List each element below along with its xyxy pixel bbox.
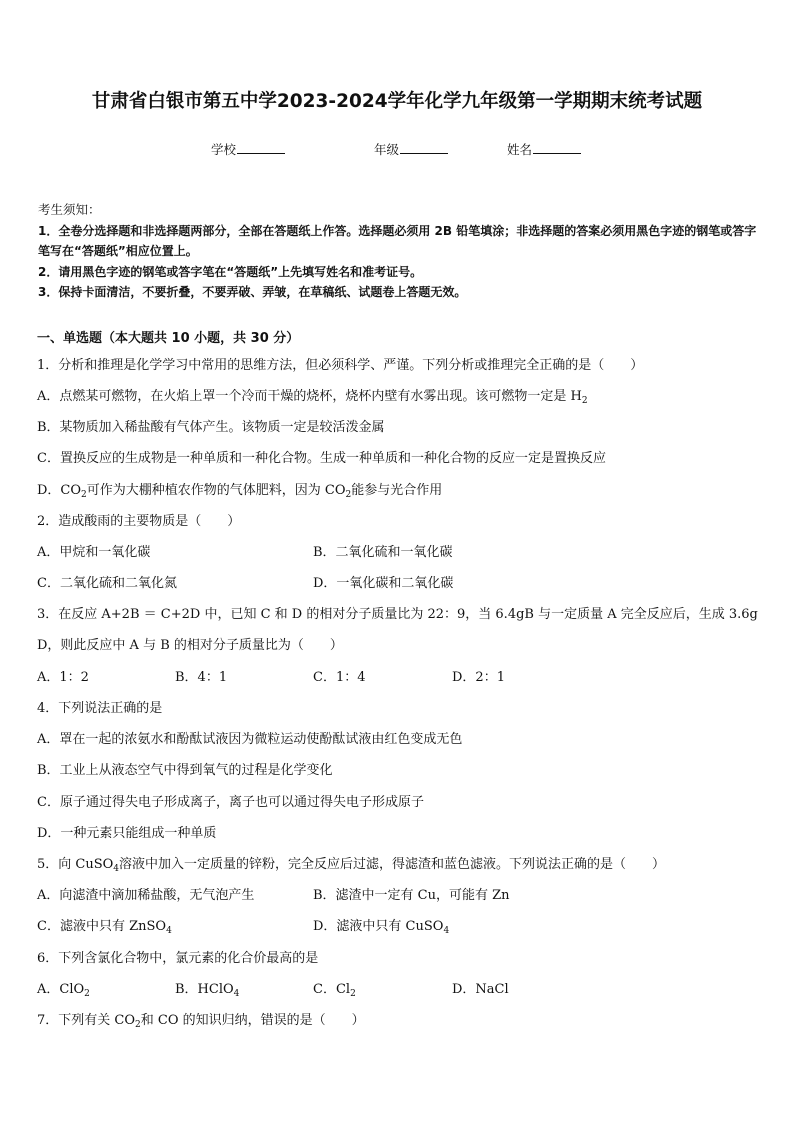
q3-stem-line2: D，则此反应中 A 与 B 的相对分子质量比为（ ） (37, 638, 343, 653)
page-title: 甘肃省白银市第五中学2023-2024学年化学九年级第一学期期末统考试题 (91, 91, 703, 112)
q1-option-c[interactable]: C．置换反应的生成物是一种单质和一种化合物。生成一种单质和一种化合物的反应一定是置换反应 (37, 451, 606, 466)
q6-option-c-sub: 2 (350, 989, 356, 999)
q2-stem: 2．造成酸雨的主要物质是（ ） (37, 514, 241, 529)
q3-option-c[interactable]: C．1：4 (313, 670, 366, 685)
q3-option-b[interactable]: B．4：1 (175, 670, 228, 685)
q1-option-a-text: A．点燃某可燃物，在火焰上罩一个冷而干燥的烧杯，烧杯内壁有水雾出现。该可燃物一定是 H (37, 389, 582, 404)
q5-option-d-text: D．滤液中只有 CuSO (313, 919, 444, 934)
grade-label: 年级 (374, 142, 400, 157)
q7-stem-part2: 和 CO 的知识归纳，错误的是（ ） (140, 1013, 365, 1028)
notice-item-1: 1．全卷分选择题和非选择题两部分，全部在答题纸上作答。选择题必须用 2B 铅笔填涂；非选择题的答案必须用黑色字迹的钢笔或答字笔写在“答题纸”相应位置上。 (38, 223, 757, 258)
q5-option-d[interactable] (313, 915, 449, 934)
q7-stem-part1: 7．下列有关 CO (37, 1013, 136, 1028)
school-blank[interactable] (237, 141, 285, 154)
q4-option-b[interactable]: B．工业上从液态空气中得到氧气的过程是化学变化 (37, 763, 333, 778)
q1-option-d-sub1: 2 (81, 490, 87, 500)
section-heading: 一、单选题（本大题共 10 小题，共 30 分） (37, 331, 300, 346)
q1-option-d-part3: 能参与光合作用 (351, 483, 443, 498)
grade-field[interactable] (374, 140, 448, 158)
q3-option-d[interactable]: D．2：1 (452, 670, 505, 685)
name-field[interactable] (507, 140, 581, 158)
school-field[interactable] (211, 140, 285, 158)
q5-stem (37, 853, 665, 872)
school-label: 学校 (211, 142, 237, 157)
q2-option-d[interactable]: D．一氧化碳和二氧化碳 (313, 576, 454, 591)
q5-option-d-sub: 4 (443, 926, 450, 936)
notice-item-2: 2．请用黑色字迹的钢笔或答字笔在“答题纸”上先填写姓名和准考证号。 (38, 264, 423, 279)
q5-stem-part2: 溶液中加入一定质量的锌粉，完全反应后过滤，得滤渣和蓝色滤液。下列说法正确的是（ ） (119, 857, 666, 872)
q1-option-a-sub: 2 (581, 396, 588, 406)
q5-option-a[interactable]: A．向滤渣中滴加稀盐酸，无气泡产生 (37, 888, 255, 903)
q6-option-a[interactable] (37, 978, 90, 997)
q2-option-b[interactable]: B．二氧化硫和一氧化碳 (313, 545, 453, 560)
q6-option-d[interactable]: D．NaCl (452, 982, 509, 997)
q2-option-c[interactable]: C．二氧化硫和二氧化氮 (37, 576, 177, 591)
q1-option-d[interactable] (37, 479, 442, 498)
q5-option-c[interactable] (37, 915, 172, 934)
q3-stem-line1: 3．在反应 A+2B ＝ C+2D 中，已知 C 和 D 的相对分子质量比为 22：9，当 6.4gB 与一定质量 A 完全反应后，生成 3.6g (37, 607, 758, 622)
q4-option-c[interactable]: C．原子通过得失电子形成离子，离子也可以通过得失电子形成原子 (37, 795, 424, 810)
notice-item-3: 3．保持卡面清洁，不要折叠，不要弄破、弄皱，在草稿纸、试题卷上答题无效。 (38, 285, 467, 299)
q5-stem-part1: 5．向 CuSO (37, 857, 114, 872)
q1-option-b[interactable]: B．某物质加入稀盐酸有气体产生。该物质一定是较活泼金属 (37, 420, 385, 435)
q4-option-a[interactable]: A．罩在一起的浓氨水和酚酞试液因为微粒运动使酚酞试液由红色变成无色 (37, 732, 463, 747)
notice-heading: 考生须知： (38, 202, 101, 217)
name-label: 姓名 (507, 142, 533, 157)
q1-option-a[interactable] (37, 385, 588, 404)
exam-notice (38, 200, 763, 303)
q6-stem: 6．下列含氯化合物中，氯元素的化合价最高的是 (37, 951, 319, 966)
q2-option-a[interactable]: A．甲烷和一氧化碳 (37, 545, 151, 560)
q6-option-b-sub: 4 (233, 989, 240, 999)
q5-option-c-sub: 4 (166, 926, 172, 936)
q4-option-d[interactable]: D．一种元素只能组成一种单质 (37, 826, 217, 841)
q7-stem-sub: 2 (135, 1020, 141, 1030)
q6-option-b[interactable] (175, 978, 239, 997)
grade-blank[interactable] (400, 141, 448, 154)
q6-option-a-sub: 2 (84, 989, 90, 999)
q6-option-c-text: C．Cl (313, 982, 351, 997)
q7-stem (37, 1009, 365, 1028)
q5-option-c-text: C．滤液中只有 ZnSO (37, 919, 167, 934)
q1-stem: 1．分析和推理是化学学习中常用的思维方法，但必须科学、严谨。下列分析或推理完全正确的是（ ） (37, 358, 644, 373)
q6-option-a-text: A．ClO (37, 982, 85, 997)
q5-stem-sub: 4 (113, 864, 120, 874)
q4-stem: 4．下列说法正确的是 (37, 701, 163, 716)
q6-option-b-text: B．HClO (175, 982, 234, 997)
q1-option-d-part1: D．CO (37, 483, 82, 498)
q6-option-c[interactable] (313, 978, 356, 997)
q1-option-d-part2: 可作为大棚种植农作物的气体肥料，因为 CO (86, 483, 346, 498)
name-blank[interactable] (533, 141, 581, 154)
q1-option-d-sub2: 2 (345, 490, 352, 500)
q3-option-a[interactable]: A．1：2 (37, 670, 89, 685)
q5-option-b[interactable]: B．滤渣中一定有 Cu，可能有 Zn (313, 888, 510, 903)
